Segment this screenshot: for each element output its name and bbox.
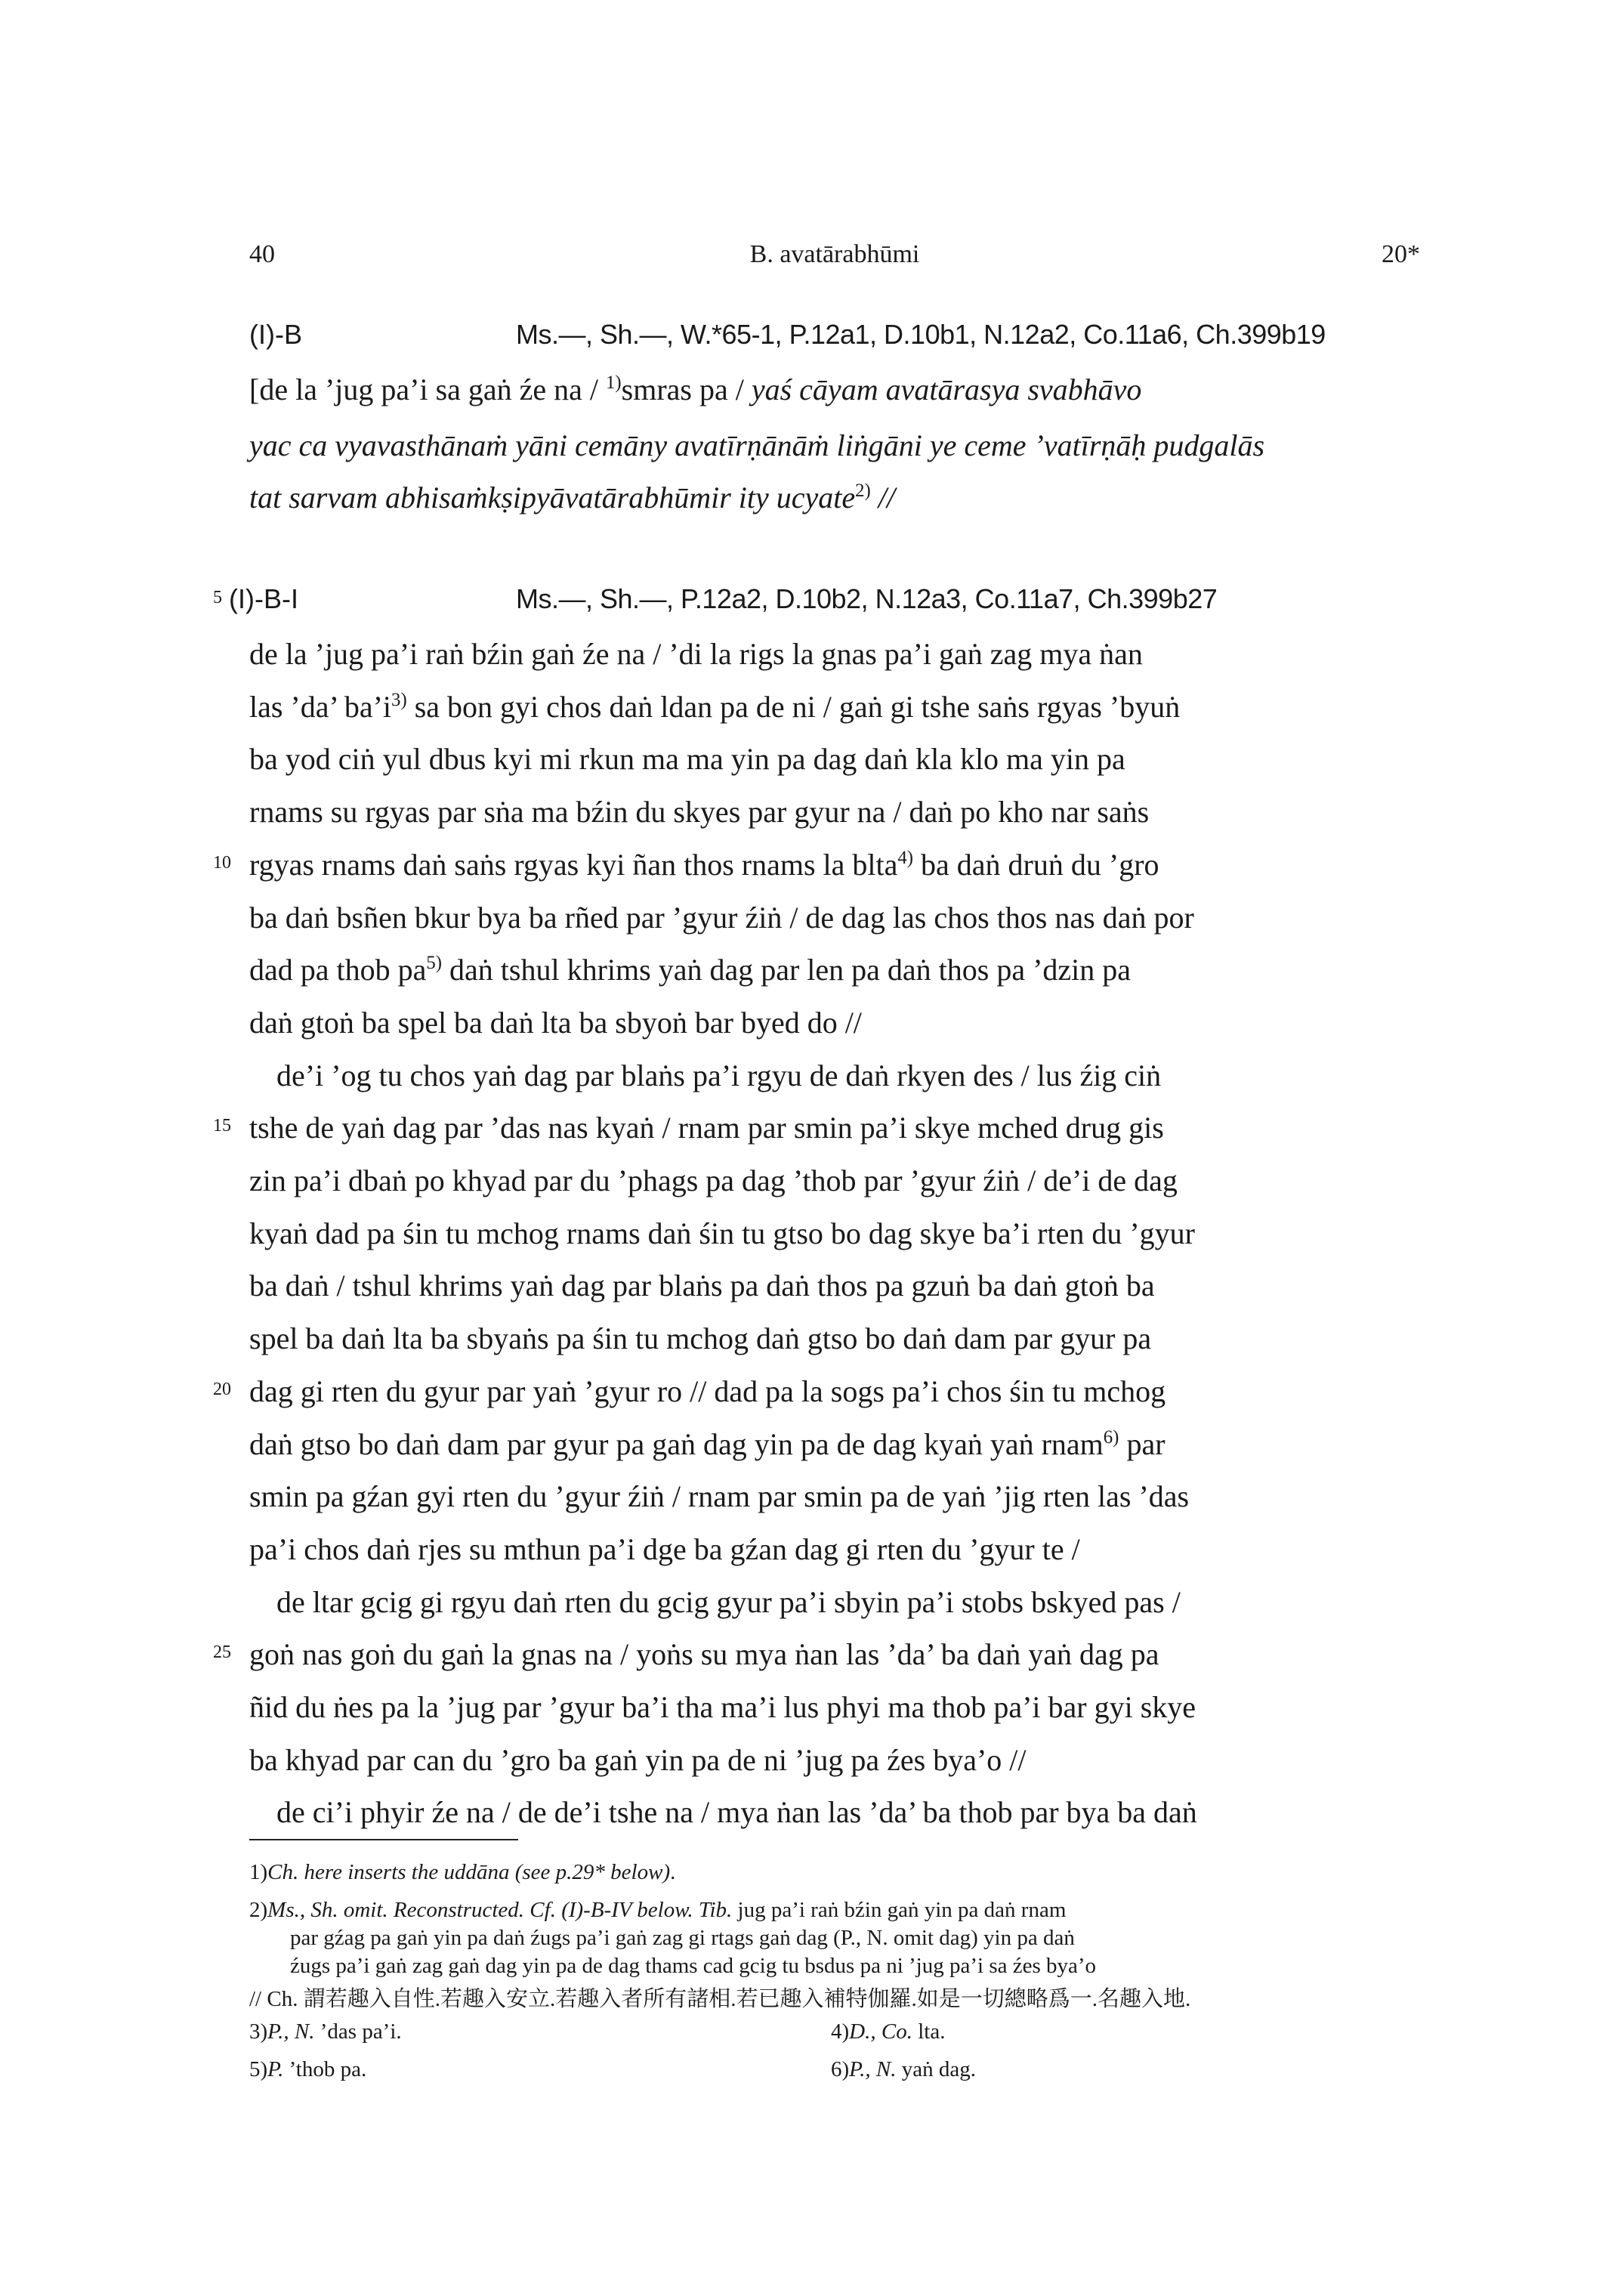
line-number: 5 [213, 588, 222, 607]
section-label: (I)-B-I [229, 583, 298, 614]
body-line: ba yod ciṅ yul dbus kyi mi rkun ma ma yin pa dag daṅ kla klo ma yin pa [249, 742, 1125, 776]
footnote: 3)P., N. ’das pa’i. [249, 2019, 402, 2044]
line-number: 15 [213, 1116, 231, 1136]
body-line: zin pa’i dbaṅ po khyad par du ’phags pa dag ’thob par ’gyur źiṅ / de’i de dag [249, 1163, 1178, 1197]
running-header [249, 240, 1420, 278]
section-label: (I)-B [249, 319, 302, 350]
body-line: daṅ gtoṅ ba spel ba daṅ lta ba sbyoṅ bar byed do // [249, 1006, 862, 1040]
body-line: spel ba daṅ lta ba sbyaṅs pa śin tu mchog daṅ gtso bo daṅ dam par gyur pa [249, 1321, 1152, 1355]
footnote: 6)P., N. yaṅ dag. [831, 2057, 976, 2081]
body-line: dad pa thob $pa^{5)}$ daṅ tshul khrims yaṅ dag par len pa daṅ thos pa ’dzin pa [249, 953, 1132, 987]
running-title: B. avatārabhūmi [749, 240, 920, 268]
body-line: de ltar gcig gi rgyu daṅ rten du gcig gyur pa’i sbyin pa’i stobs bskyed pas / [276, 1585, 1181, 1619]
body-line: pa’i chos daṅ rjes su mthun pa’i dge ba gźan dag gi rten du ’gyur te / [249, 1532, 1080, 1566]
body-line: rnams su rgyas par sṅa ma bźin du skyes par gyur na / daṅ po kho nar saṅs [249, 795, 1150, 829]
body-line: de’i ’og tu chos yaṅ dag par blaṅs pa’i rgyu de daṅ rkyen des / lus źig ciṅ [276, 1058, 1162, 1092]
section-text-line: tat sarvam abhisaṁkṣipyāvatārabhūmir ity ucyate$^{2)}$ // [249, 481, 895, 515]
body-line: de ci’i phyir źe na / de de’i tshe na / mya ṅan las ’da’ ba thob par bya ba daṅ [276, 1795, 1197, 1829]
section-text-line: [de la ’jug pa’i sa gaṅ źe na / $^{1)}$smras pa / yaś cāyam avatārasya svabhāvo [249, 372, 1142, 406]
body-line: tshe de yaṅ dag par ’das nas kyaṅ / rnam par smin pa’i skye mched drug gis [249, 1111, 1164, 1145]
page-number: 40 [249, 240, 275, 268]
line-number: 20 [213, 1380, 231, 1399]
footnote-line: źugs pa’i gaṅ zag gaṅ dag yin pa de dag thams cad gcig tu bsdus pa ni ’jug pa’i sa źes bya’o [290, 1954, 1097, 1978]
footnote: 2)Ms., Sh. omit. Reconstructed. Cf. (I)-B-IV below. Tib. jug pa’i raṅ bźin gaṅ yin pa daṅ rnam [249, 1898, 1067, 1922]
body-line: las ’da’ $ba’i^{3)}$ sa bon gyi chos daṅ ldan pa de ni / gaṅ gi tshe saṅs rgyas ’byuṅ [249, 690, 1181, 724]
body-line: dag gi rten du gyur par yaṅ ’gyur ro // dad pa la sogs pa’i chos śin tu mchog [249, 1374, 1166, 1408]
footnote-line: par gźag pa gaṅ yin pa daṅ źugs pa’i gaṅ zag gi rtags gaṅ dag (P., N. omit dag) yin pa daṅ [290, 1926, 1075, 1950]
body-line: daṅ gtso bo daṅ dam par gyur pa gaṅ dag yin pa de dag kyaṅ yaṅ rnam$^{6)}$ par [249, 1427, 1166, 1461]
line-number: 25 [213, 1642, 231, 1662]
footnote: 4)D., Co. lta. [831, 2019, 946, 2044]
body-line: smin pa gźan gyi rten du ’gyur źiṅ / rnam par smin pa de yaṅ ’jig rten las ’das [249, 1479, 1190, 1513]
body-line: ba daṅ / tshul khrims yaṅ dag par blaṅs pa daṅ thos pa gzuṅ ba daṅ gtoṅ ba [249, 1269, 1155, 1303]
section-refs: Ms.—, Sh.—, W.*65-1, P.12a1, D.10b1, N.12a2, Co.11a6, Ch.399b19 [516, 319, 1326, 350]
body-line: ba daṅ bsñen bkur bya ba rñed par ’gyur źiṅ / de dag las chos thos nas daṅ por [249, 901, 1194, 935]
line-number: 10 [213, 853, 231, 873]
footnote: 5)P. ’thob pa. [249, 2057, 367, 2081]
body-line: ñid du ṅes pa la ’jug par ’gyur ba’i tha ma’i lus phyi ma thob pa’i bar gyi skye [249, 1690, 1196, 1724]
section-refs: Ms.—, Sh.—, P.12a2, D.10b2, N.12a3, Co.11a7, Ch.399b27 [516, 583, 1218, 614]
footnote-line: // Ch. 謂若趣入自性.若趣入安立.若趣入者所有諸相.若已趣入補特伽羅.如是一切總略爲一.名趣入地. [249, 1987, 1191, 2011]
body-line: ba khyad par can du ’gro ba gaṅ yin pa de ni ’jug pa źes bya’o // [249, 1743, 1027, 1777]
footnote: 1)Ch. here inserts the uddāna (see p.29* below). [249, 1860, 676, 1884]
body-line: goṅ nas goṅ du gaṅ la gnas na / yoṅs su mya ṅan las ’da’ ba daṅ yaṅ dag pa [249, 1637, 1159, 1671]
footnote-rule [249, 1839, 518, 1840]
body-line: kyaṅ dad pa śin tu mchog rnams daṅ śin tu gtso bo dag skye ba’i rten du ’gyur [249, 1216, 1195, 1250]
body-line: rgyas rnams daṅ saṅs rgyas kyi ñan thos rnams la blta$^{4)}$ ba daṅ druṅ du ’gro [249, 848, 1159, 882]
section-text-line: yac ca vyavasthānaṁ yāni cemāny avatīrṇānāṁ liṅgāni ye ceme ’vatīrṇāḥ pudgalās [249, 428, 1265, 462]
body-line: de la ’jug pa’i raṅ bźin gaṅ źe na / ’di la rigs la gnas pa’i gaṅ zag mya ṅan [249, 637, 1143, 671]
page-ref: 20* [1382, 240, 1420, 268]
